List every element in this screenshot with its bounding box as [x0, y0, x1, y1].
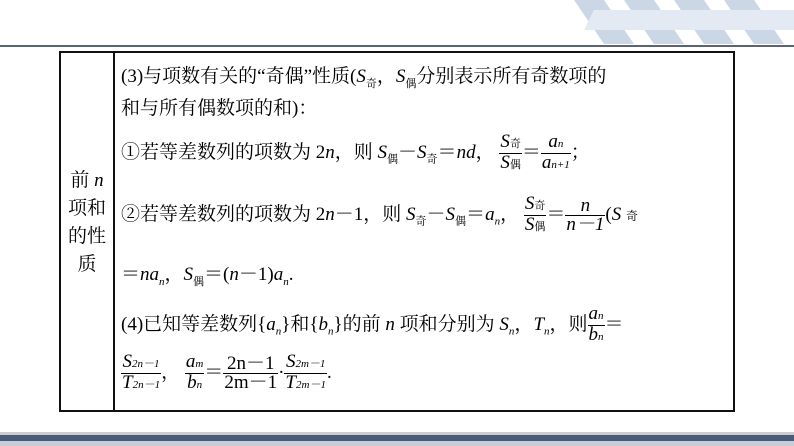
footer-bar	[0, 432, 794, 446]
property-3-line2: 和与所有偶数项的和)：	[121, 98, 318, 119]
fraction-2n-over-2m: $\frac{2n-1}{2m-1}$	[224, 353, 278, 393]
case-1: ①若等差数列的项数为 2n，则 $S_偶-S_奇=nd$， $\frac{\text{S奇}}{\text{S偶}}$ ＝ $\frac{an}{an+1}$ ；	[121, 131, 590, 173]
properties-table	[59, 51, 735, 412]
fraction-s-over-t-m: $\frac{S2m-1}{T2m-1}$	[285, 351, 326, 393]
fraction-s-over-t: $\frac{S2n-1}{T2n-1}$	[122, 351, 161, 393]
header-divider	[0, 45, 794, 47]
fraction-am-over-bn: $\frac{am}{bn}$	[185, 351, 204, 393]
case-2: ②若等差数列的项数为 2n－1，则 $S_奇-S_偶=a_n$， $\frac{\text{S奇}}{\text{S偶}}$ ＝ $\frac{n}{n-1}$ (S 奇	[121, 193, 638, 235]
fraction-s-ratio-2: $\frac{\text{S奇}}{\text{S偶}}$	[524, 193, 546, 235]
corner-decoration	[534, 0, 794, 44]
fraction-a-over-b: $\frac{an}{bn}$	[588, 303, 604, 345]
fraction-n-ratio: $\frac{n}{n-1}$	[566, 195, 605, 235]
property-3-title: (3)与项数有关的“奇偶”性质($S_奇$，$S_偶$分别表示所有奇数项的	[121, 66, 607, 90]
content-column	[115, 53, 733, 410]
fraction-a-ratio: $\frac{an}{an+1}$	[541, 131, 570, 173]
row-label: 前 n 项和 的性 质	[67, 170, 106, 275]
property-4: (4)已知等差数列$\{a_n\}$和$\{b_n\}$的前 n 项和分别为 $S_n$，$T_n$，则 $\frac{an}{bn}$ ＝	[121, 303, 624, 345]
label-column	[61, 53, 115, 410]
case-2-cont: $=na_n$，$S_偶=(n-1)a_n$.	[121, 264, 294, 288]
fraction-s-ratio: $\frac{\text{S奇}}{\text{S偶}}$	[500, 131, 521, 173]
property-4-formula: $\frac{S2n-1}{T2n-1}$ ， $\frac{am}{bn}$ ＝ $\frac{2n-1}{2m-1}$ · $\frac{S2m-1}{T2m-1}$ .	[122, 351, 332, 393]
